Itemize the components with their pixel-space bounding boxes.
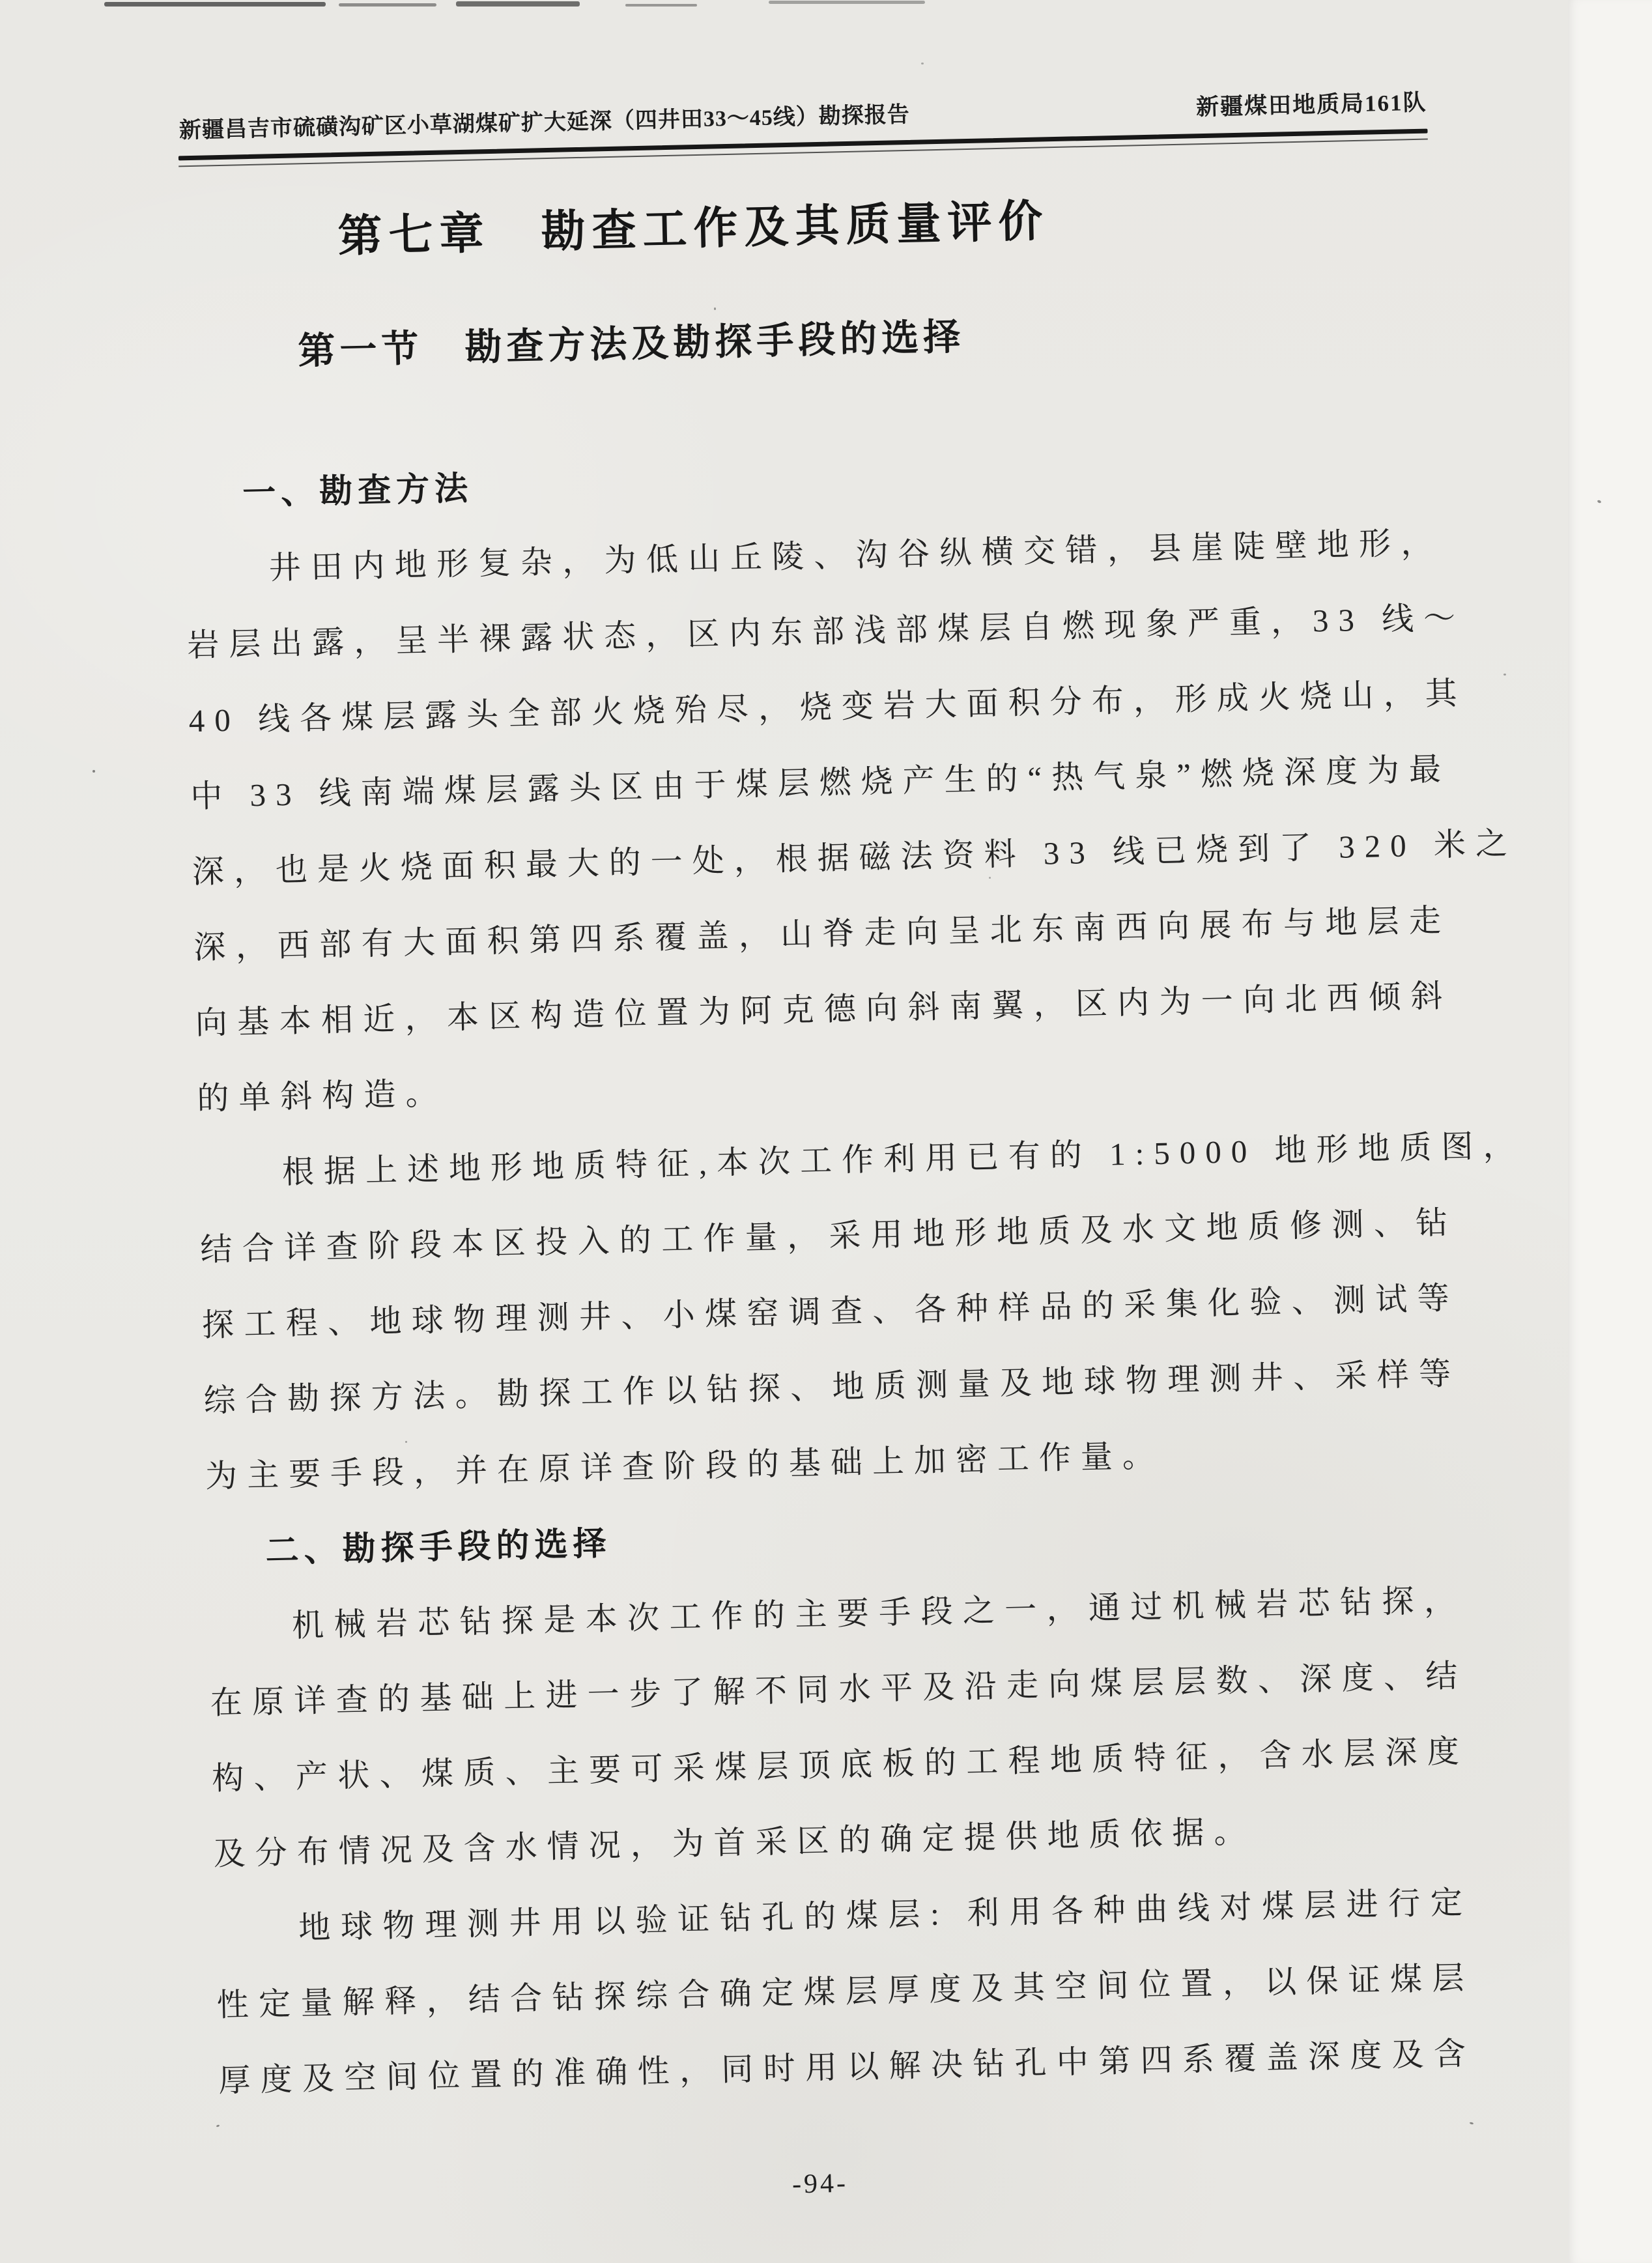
text-line: 根据上述地形地质特征,本次工作利用已有的 1:5000 地形地质图， bbox=[281, 1127, 1525, 1191]
header-organization: 新疆煤田地质局161队 bbox=[1195, 89, 1427, 121]
text-line: 在原详查的基础上进一步了解不同水平及沿走向煤层层数、深度、结 bbox=[210, 1657, 1468, 1721]
text-line: 机械岩芯钻探是本次工作的主要手段之一，通过机械岩芯钻探， bbox=[291, 1582, 1466, 1644]
text-line: 综合勘探方法。勘探工作以钻探、地质测量及地球物理测井、采样等 bbox=[203, 1355, 1461, 1419]
text-line: 构、产状、煤质、主要可采煤层顶底板的工程地质特征，含水层深度 bbox=[211, 1733, 1470, 1797]
scan-smudge bbox=[339, 3, 436, 7]
text-line: 深，西部有大面积第四系覆盖，山脊走向呈北东南西向展布与地层走 bbox=[193, 902, 1451, 966]
text-line: 及分布情况及含水情况，为首采区的确定提供地质依据。 bbox=[213, 1813, 1256, 1872]
text-line: 井田内地形复杂，为低山丘陵、沟谷纵横交错，县崖陡壁地形， bbox=[268, 524, 1443, 586]
text-line: 厚度及空间位置的准确性，同时用以解决钻孔中第四系覆盖深度及含 bbox=[218, 2035, 1476, 2099]
text-line: 岩层出露，呈半裸露状态，区内东部浅部煤层自燃现象严重，33 线～ bbox=[186, 599, 1466, 664]
text-line: 探工程、地球物理测井、小煤窑调查、各种样品的采集化验、测试等 bbox=[201, 1279, 1460, 1344]
page-number: -94- bbox=[791, 2168, 849, 2200]
text-line: 为主要手段，并在原详查阶段的基础上加密工作量。 bbox=[205, 1437, 1165, 1494]
header-report-title: 新疆昌吉市硫磺沟矿区小草湖煤矿扩大延深（四井田33～45线）勘探报告 bbox=[178, 102, 911, 143]
text-line: 向基本相近，本区构造位置为阿克德向斜南翼，区内为一向北西倾斜 bbox=[195, 978, 1453, 1042]
section-heading: 二、勘探手段的选择 bbox=[264, 1524, 612, 1569]
text-line: 深，也是火烧面积最大的一处，根据磁法资料 33 线已烧到了 320 米之 bbox=[192, 825, 1518, 890]
section-title: 第一节 勘查方法及勘探手段的选择 bbox=[297, 317, 965, 373]
text-line: 的单斜构造。 bbox=[196, 1075, 448, 1117]
scan-smudge bbox=[104, 2, 326, 7]
text-line: 性定量解释，结合钻探综合确定煤层厚度及其空间位置，以保证煤层 bbox=[216, 1959, 1474, 2023]
text-line: 地球物理测井用以验证钻孔的煤层: 利用各种曲线对煤层进行定 bbox=[298, 1884, 1473, 1946]
text-line: 结合详查阶段本区投入的工作量，采用地形地质及水文地质修测、钻 bbox=[199, 1204, 1458, 1268]
text-line: 中 33 线南端煤层露头区由于煤层燃烧产生的“热气泉”燃烧深度为最 bbox=[190, 750, 1451, 815]
section-heading: 一、勘查方法 bbox=[242, 469, 474, 512]
document-body bbox=[181, 350, 1525, 2118]
page-footer bbox=[25, 2150, 1652, 2217]
chapter-title: 第七章 勘查工作及其质量评价 bbox=[337, 196, 1050, 262]
text-line: 40 线各煤层露头全部火烧殆尽，烧变岩大面积分布，形成火烧山，其 bbox=[188, 675, 1468, 739]
